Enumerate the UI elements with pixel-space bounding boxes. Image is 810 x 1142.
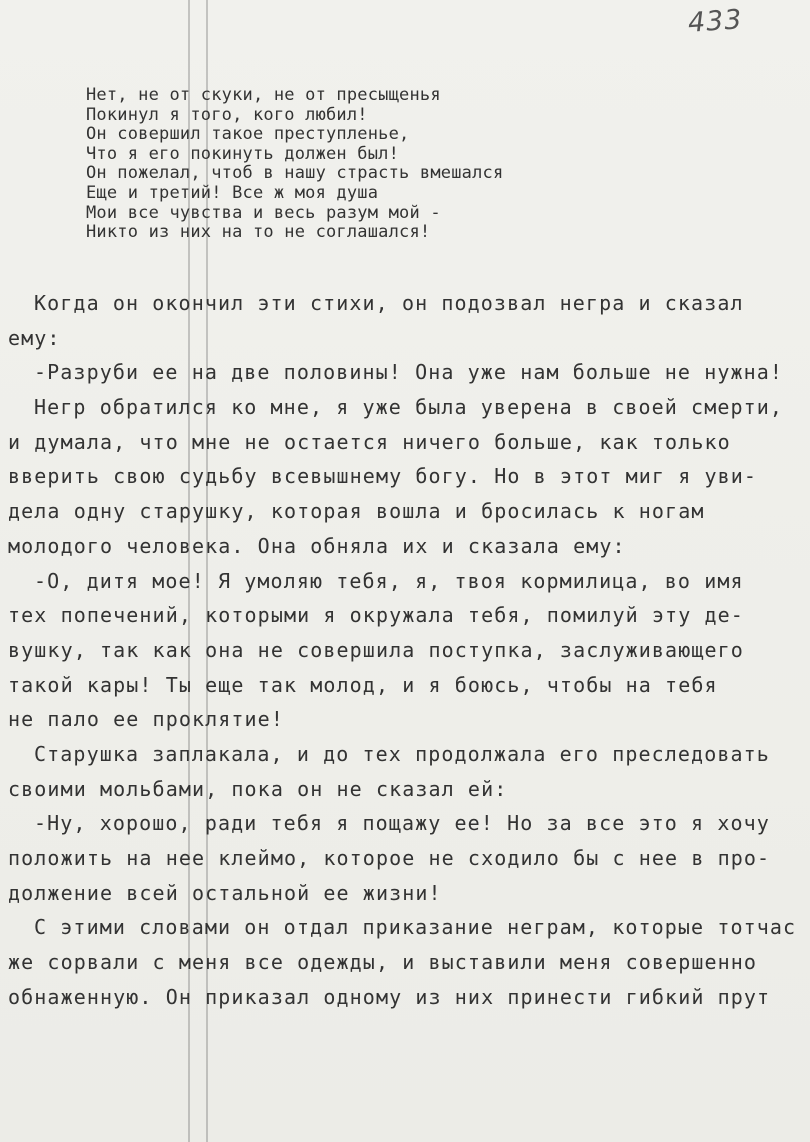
prose-line: обнаженную. Он приказал одному из них принести гибкий прут: [8, 984, 771, 1009]
prose-line: и думала, что мне не остается ничего больше, как только: [8, 429, 731, 454]
prose-line: С этими словами он отдал приказание неграм, которые тотчас: [34, 915, 797, 940]
prose-line: вверить свою судьбу всевышнему богу. Но в этот миг я уви-: [8, 464, 758, 489]
prose-line: -О, дитя мое! Я умоляю тебя, я, твоя кормилица, во имя: [34, 568, 744, 593]
prose-line: своими мольбами, пока он не сказал ей:: [8, 776, 508, 801]
prose-line: молодого человека. Она обняла их и сказала ему:: [8, 533, 626, 558]
prose-line: вушку, так как она не совершила поступка, заслуживающего: [8, 637, 744, 662]
prose-line: не пало ее проклятие!: [8, 707, 284, 732]
poem-line: Он пожелал, чтоб в нашу страсть вмешался: [86, 163, 504, 184]
prose-line: -Ну, хорошо, ради тебя я пощажу ее! Но за все это я хочу: [34, 811, 770, 836]
prose-line: Когда он окончил эти стихи, он подозвал негра и сказал: [34, 291, 744, 315]
poem-line: Мои все чувства и весь разум мой -: [86, 202, 441, 223]
poem-line: Нет, не от скуки, не от пресыщенья: [86, 85, 441, 105]
poem-line: Никто из них на то не соглашался!: [86, 222, 431, 243]
prose-line: тех попечений, которыми я окружала тебя, помилуй эту де-: [8, 603, 744, 628]
prose-line: положить на нее клеймо, которое не сходило бы с нее в про-: [8, 846, 771, 870]
prose-block: [8, 286, 808, 1014]
poem-line: Покинул я того, кого любил!: [86, 104, 368, 125]
poem-line: Он совершил такое преступленье,: [86, 124, 410, 145]
prose-line: Негр обратился ко мне, я уже была уверена в своей смерти,: [34, 395, 784, 420]
prose-line: -Разруби ее на две половины! Она уже нам больше не нужна!: [34, 360, 784, 385]
poem-line: Что я его покинуть должен был!: [86, 143, 400, 164]
prose-line: такой кары! Ты еще так молод, и я боюсь, чтобы на тебя: [8, 672, 718, 697]
prose-line: должение всей остальной ее жизни!: [8, 880, 442, 905]
prose-line: же сорвали с меня все одежды, и выставили меня совершенно: [8, 950, 758, 975]
prose-line: Старушка заплакала, и до тех продолжала его преследовать: [34, 741, 770, 766]
prose-line: дела одну старушку, которая вошла и бросилась к ногам: [8, 499, 705, 524]
poem-block: [86, 86, 646, 243]
prose-line: ему:: [8, 325, 61, 350]
poem-line: Еще и третий! Все ж моя душа: [86, 182, 379, 203]
page-number: 433: [686, 4, 744, 39]
